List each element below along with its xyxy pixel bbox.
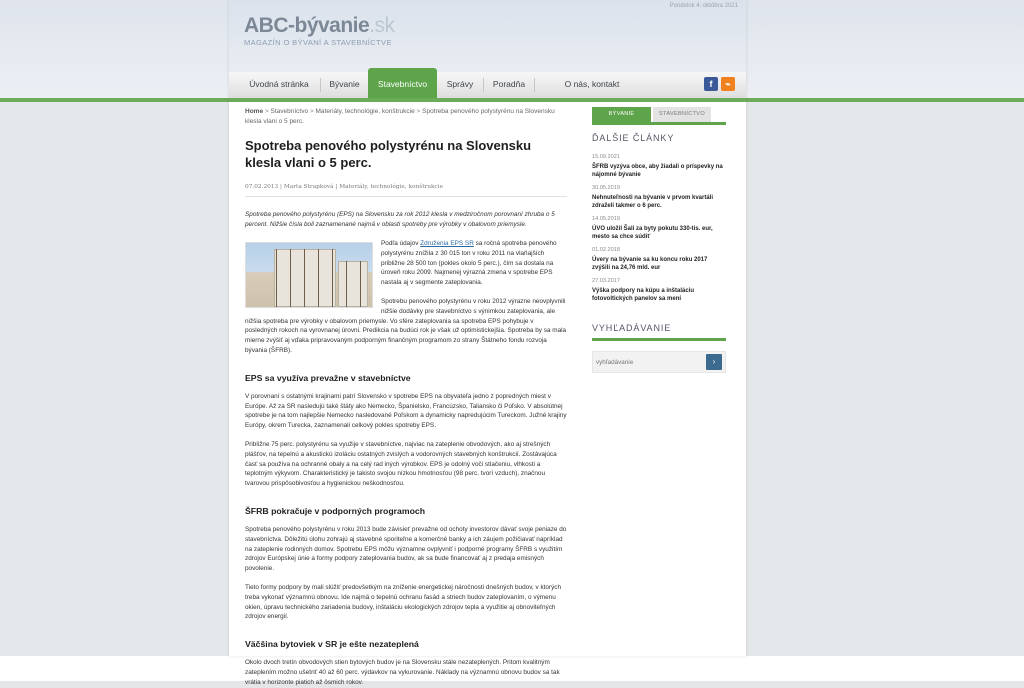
photo-scaffold: [290, 249, 291, 307]
article-paragraph: V porovnaní s ostatnými krajinami patrí Slovensko v spotrebe EPS na obyvateľa jedno z popredných miest v Európe. Až za SR nasledujú také štáty ako Nemecko, Španielsko, Francúzsko, Taliansko či Poľsko. V absolútnej spotrebe je na tom najlepšie Nemecko nasledované Poľskom a dynamicky napredujúcim Tureckom. Južné krajiny Európy, okrem Turecka, zaznamenali celkový pokles spotreby EPS.: [245, 392, 567, 430]
list-item[interactable]: [592, 278, 726, 303]
page-container: [229, 0, 746, 686]
search-rule: [592, 338, 726, 341]
list-item[interactable]: [592, 154, 726, 179]
breadcrumb: [245, 107, 567, 127]
site-logo[interactable]: [244, 14, 395, 38]
facebook-icon[interactable]: f: [704, 77, 718, 91]
article-meta: 07.02.2013 | Marta Strapková | Materiály, technológie, konštrukcie: [245, 184, 567, 197]
tab-construction[interactable]: STAVEBNÍCTVO: [653, 107, 711, 122]
article-date: 15.09.2021: [592, 154, 620, 160]
search-input[interactable]: [596, 355, 704, 369]
photo-building: [274, 249, 336, 307]
article-date: 27.03.2017: [592, 278, 620, 284]
photo-scaffold: [332, 249, 333, 307]
rss-icon[interactable]: ⌁: [721, 77, 735, 91]
article-photo: [245, 242, 373, 308]
photo-scaffold: [304, 249, 305, 307]
nav-home[interactable]: Úvodná stránka: [249, 79, 309, 89]
p1-after: sa ročná spotreba penového polystyrénu znížila z 30 015 ton v roku 2011 na vlaňajších približne 28 500 ton (pokles okolo 5 perc.), čím sa dostala na úroveň roku 2009. Najmenej výrazná zmena v spotrebe EPS nastala aj v segmente zateplovania.: [381, 240, 557, 287]
nav-underline: [229, 98, 746, 102]
article-link[interactable]: Nehnuteľnosti na bývanie v prvom kvartáli zdraželi takmer o 6 perc.: [592, 195, 714, 209]
article-paragraph: Tieto formy podpory by mali slúžiť predovšetkým na zníženie energetickej náročnosti dnešných budov, v ktorých treba vykonať významnú obnovu. Ide najmä o tepelnú ochranu fasád a striech budov zateplovaním, o výmenu okien, úpravu technického zariadenia budovy, inštaláciu ekologických zdrojov tepla a využitie aj obnoviteľných zdrojov energií.: [245, 583, 562, 621]
article-paragraph: Spotrebu penového polystyrénu v roku 2012 výrazne neovplyvnili nižšie dodávky pre stavebníctvo s výnimkou zateplovania, ale nižšia spotreba pre výrobky v obalovom priemysle. Vo sfére zateplovania sa spotreba EPS pohybuje v posledných rokoch na vyrovnanej úrovni. Predikcia na budúci rok je však už optimistickejšia. Spotreba by sa mala mierne zvýšiť aj vďaka pripravovaným podporným finančným programom zo strany Štátneho fondu rozvoja bývania (ŠFRB).: [245, 297, 567, 354]
search-box: [592, 351, 726, 373]
article-date: 01.02.2018: [592, 247, 620, 253]
search-heading: VYHĽADÁVANIE: [592, 323, 672, 333]
sidebar-tabs: [592, 107, 726, 125]
eps-association-link[interactable]: Združenia EPS SR: [420, 240, 474, 247]
nav-about[interactable]: O nás, kontakt: [564, 79, 620, 89]
article-column: [245, 107, 567, 688]
logo-main: ABC-bývanie: [244, 14, 370, 37]
tab-housing[interactable]: BÝVANIE: [592, 107, 651, 122]
article-date: 14.05.2019: [592, 216, 620, 222]
sidebar: [592, 107, 726, 373]
more-articles-list: [592, 154, 726, 303]
breadcrumb-level1[interactable]: Stavebníctvo: [270, 108, 309, 115]
article-date: 30.05.2019: [592, 185, 620, 191]
photo-building: [338, 261, 368, 307]
nav-construction-active[interactable]: Stavebníctvo: [368, 68, 437, 98]
site-tagline: MAGAZÍN O BÝVANÍ A STAVEBNÍCTVE: [244, 38, 392, 47]
article-link[interactable]: ŠFRB vyzýva obce, aby žiadali o príspevky na nájomné bývanie: [592, 164, 723, 178]
current-date: Pondelok 4. októbra 2021: [669, 3, 738, 9]
section-heading: EPS sa využíva prevažne v stavebníctve: [245, 372, 411, 383]
photo-scaffold: [276, 249, 277, 307]
article-link[interactable]: Úvery na bývanie sa ku koncu roku 2017 zvýšili na 24,76 mld. eur: [592, 257, 708, 271]
search-submit-button[interactable]: ›: [706, 354, 722, 370]
breadcrumb-sep: >: [264, 108, 269, 115]
nav-housing[interactable]: Bývanie: [329, 79, 360, 89]
logo-tld: .sk: [369, 14, 395, 37]
breadcrumb-level2[interactable]: Materiály, technológie, konštrukcie: [315, 108, 415, 115]
breadcrumb-home[interactable]: Home: [245, 108, 264, 115]
article-title: Spotreba penového polystyrénu na Slovensku klesla vlani o 5 perc.: [245, 138, 532, 170]
photo-scaffold: [360, 261, 361, 307]
more-articles-heading: ĎALŠIE ČLÁNKY: [592, 133, 675, 143]
section-heading: ŠFRB pokračuje v podporných programoch: [245, 505, 426, 516]
breadcrumb-sep: >: [416, 108, 421, 115]
article-paragraph: Okolo dvoch tretín obvodových stien bytových budov je na Slovensku stále nezateplených. Pritom kvalitným zateplením možno ušetriť 40 až 60 perc. výdavkov na vykurovanie. Náklady na významnú obnovu budov sa tak vrátia v horizonte piatich až ôsmich rokov.: [245, 659, 560, 686]
article-paragraph: Spotreba penového polystyrénu v roku 2013 bude závisieť prevažne od ochoty investorov dávať svoje peniaze do stavebníctva. Dôležitú úlohu zohrajú aj stavebné sporiteľne a komerčné banky a ich záujem požičiavať napríklad na zateplenie rodinných domov. Spotrebu EPS môžu významne ovplyvniť i podporné programy ŠFRB s využitím zdrojov Európskej únie a formy podpory zateplovania budov, ak sa bude financovať aj z predaja emisných povolenie.: [245, 525, 567, 573]
article-paragraph: [245, 239, 567, 288]
section-heading: Väčšina bytoviek v SR je ešte nezateplená: [245, 639, 419, 650]
list-item[interactable]: [592, 247, 726, 272]
breadcrumb-sep: >: [309, 108, 314, 115]
main-nav: [229, 72, 746, 98]
nav-advice[interactable]: Poradňa: [492, 79, 526, 89]
photo-scaffold: [318, 249, 319, 307]
article-perex: Spotreba penového polystyrénu (EPS) na Slovensku za rok 2012 klesla v medziročnom porovnaní zhruba o 5 percent. Nižšie čísla boli zaznamenané najmä v oblasti spotreby pre výrobky v obalovom priemysle.: [245, 211, 555, 228]
nav-news[interactable]: Správy: [446, 79, 474, 89]
article-link[interactable]: Výška podpory na kúpu a inštaláciu fotovoltických panelov sa mení: [592, 288, 695, 302]
list-item[interactable]: [592, 185, 726, 210]
photo-scaffold: [346, 261, 347, 307]
breadcrumb-current: Spotreba penového polystyrénu na Slovensku klesla vlani o 5 perc.: [245, 108, 555, 125]
article-paragraph: Približne 75 perc. polystyrénu sa využije v stavebníctve, najviac na zateplenie obvodových, ako aj strešných plášťov, na tepelnú a akustickú izoláciu ostatných zvislých a vodorovných stavebných konštrukcií. Zostávajúca časť sa používa na ochranné obaly a na celý rad iných výrobkov. EPS je odolný voči stlačeniu, vlhkosti a teplotným výkyvom. Charakteristický je takisto svojou nízkou hmotnosťou (98 perc. tvorí vzduch), značnou tvarovou prispôsobivosťou a hygienickou neškodnosťou.: [245, 440, 557, 488]
list-item[interactable]: [592, 216, 726, 241]
article-link[interactable]: ÚVO uložil Šali za byty pokutu 330-tis. eur, mesto sa chce súdiť: [592, 226, 713, 240]
nav-divider: [534, 78, 535, 92]
p1-before: Podľa údajov: [381, 240, 421, 247]
